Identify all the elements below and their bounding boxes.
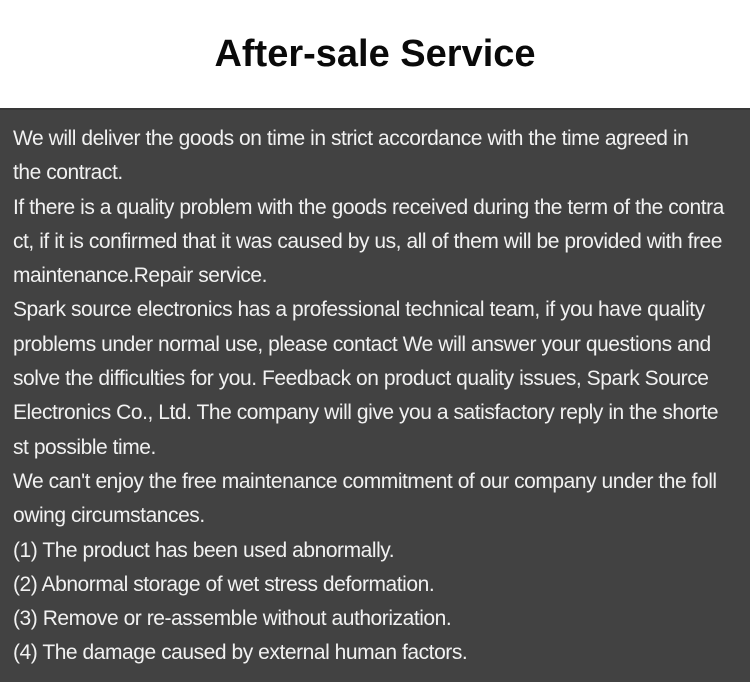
body-text-line: (4) The damage caused by external human factors. (13, 641, 468, 665)
body-text-line: the contract. (13, 161, 123, 185)
body-text-line: If there is a quality problem with the goods received during the term of the contra (13, 195, 724, 219)
body-text-line: We will deliver the goods on time in strict accordance with the time agreed in (13, 127, 689, 150)
page-header (0, 0, 750, 108)
body-text-line: solve the difficulties for you. Feedback on product quality issues, Spark Source (13, 367, 709, 391)
body-text-line: problems under normal use, please contact We will answer your questions and (13, 332, 711, 356)
body-text-line: maintenance.Repair service. (13, 264, 267, 288)
body-text-line: owing circumstances. (13, 504, 205, 528)
page-title: After-sale Service (214, 33, 536, 75)
body-text-line: Spark source electronics has a professional technical team, if you have quality (13, 298, 705, 322)
body-text-line: (1) The product has been used abnormally. (13, 538, 395, 562)
body-text-line: ct, if it is confirmed that it was caused by us, all of them will be provided with free (13, 229, 723, 253)
body-text-line: Electronics Co., Ltd. The company will give you a satisfactory reply in the shorte (13, 401, 719, 425)
body-text-line: (2) Abnormal storage of wet stress deformation. (13, 572, 435, 596)
body-text-line: We can't enjoy the free maintenance commitment of our company under the foll (13, 469, 717, 493)
body-text-line: st possible time. (13, 435, 156, 459)
service-text-panel (0, 108, 750, 682)
body-text-line: (3) Remove or re-assemble without authorization. (13, 607, 452, 631)
